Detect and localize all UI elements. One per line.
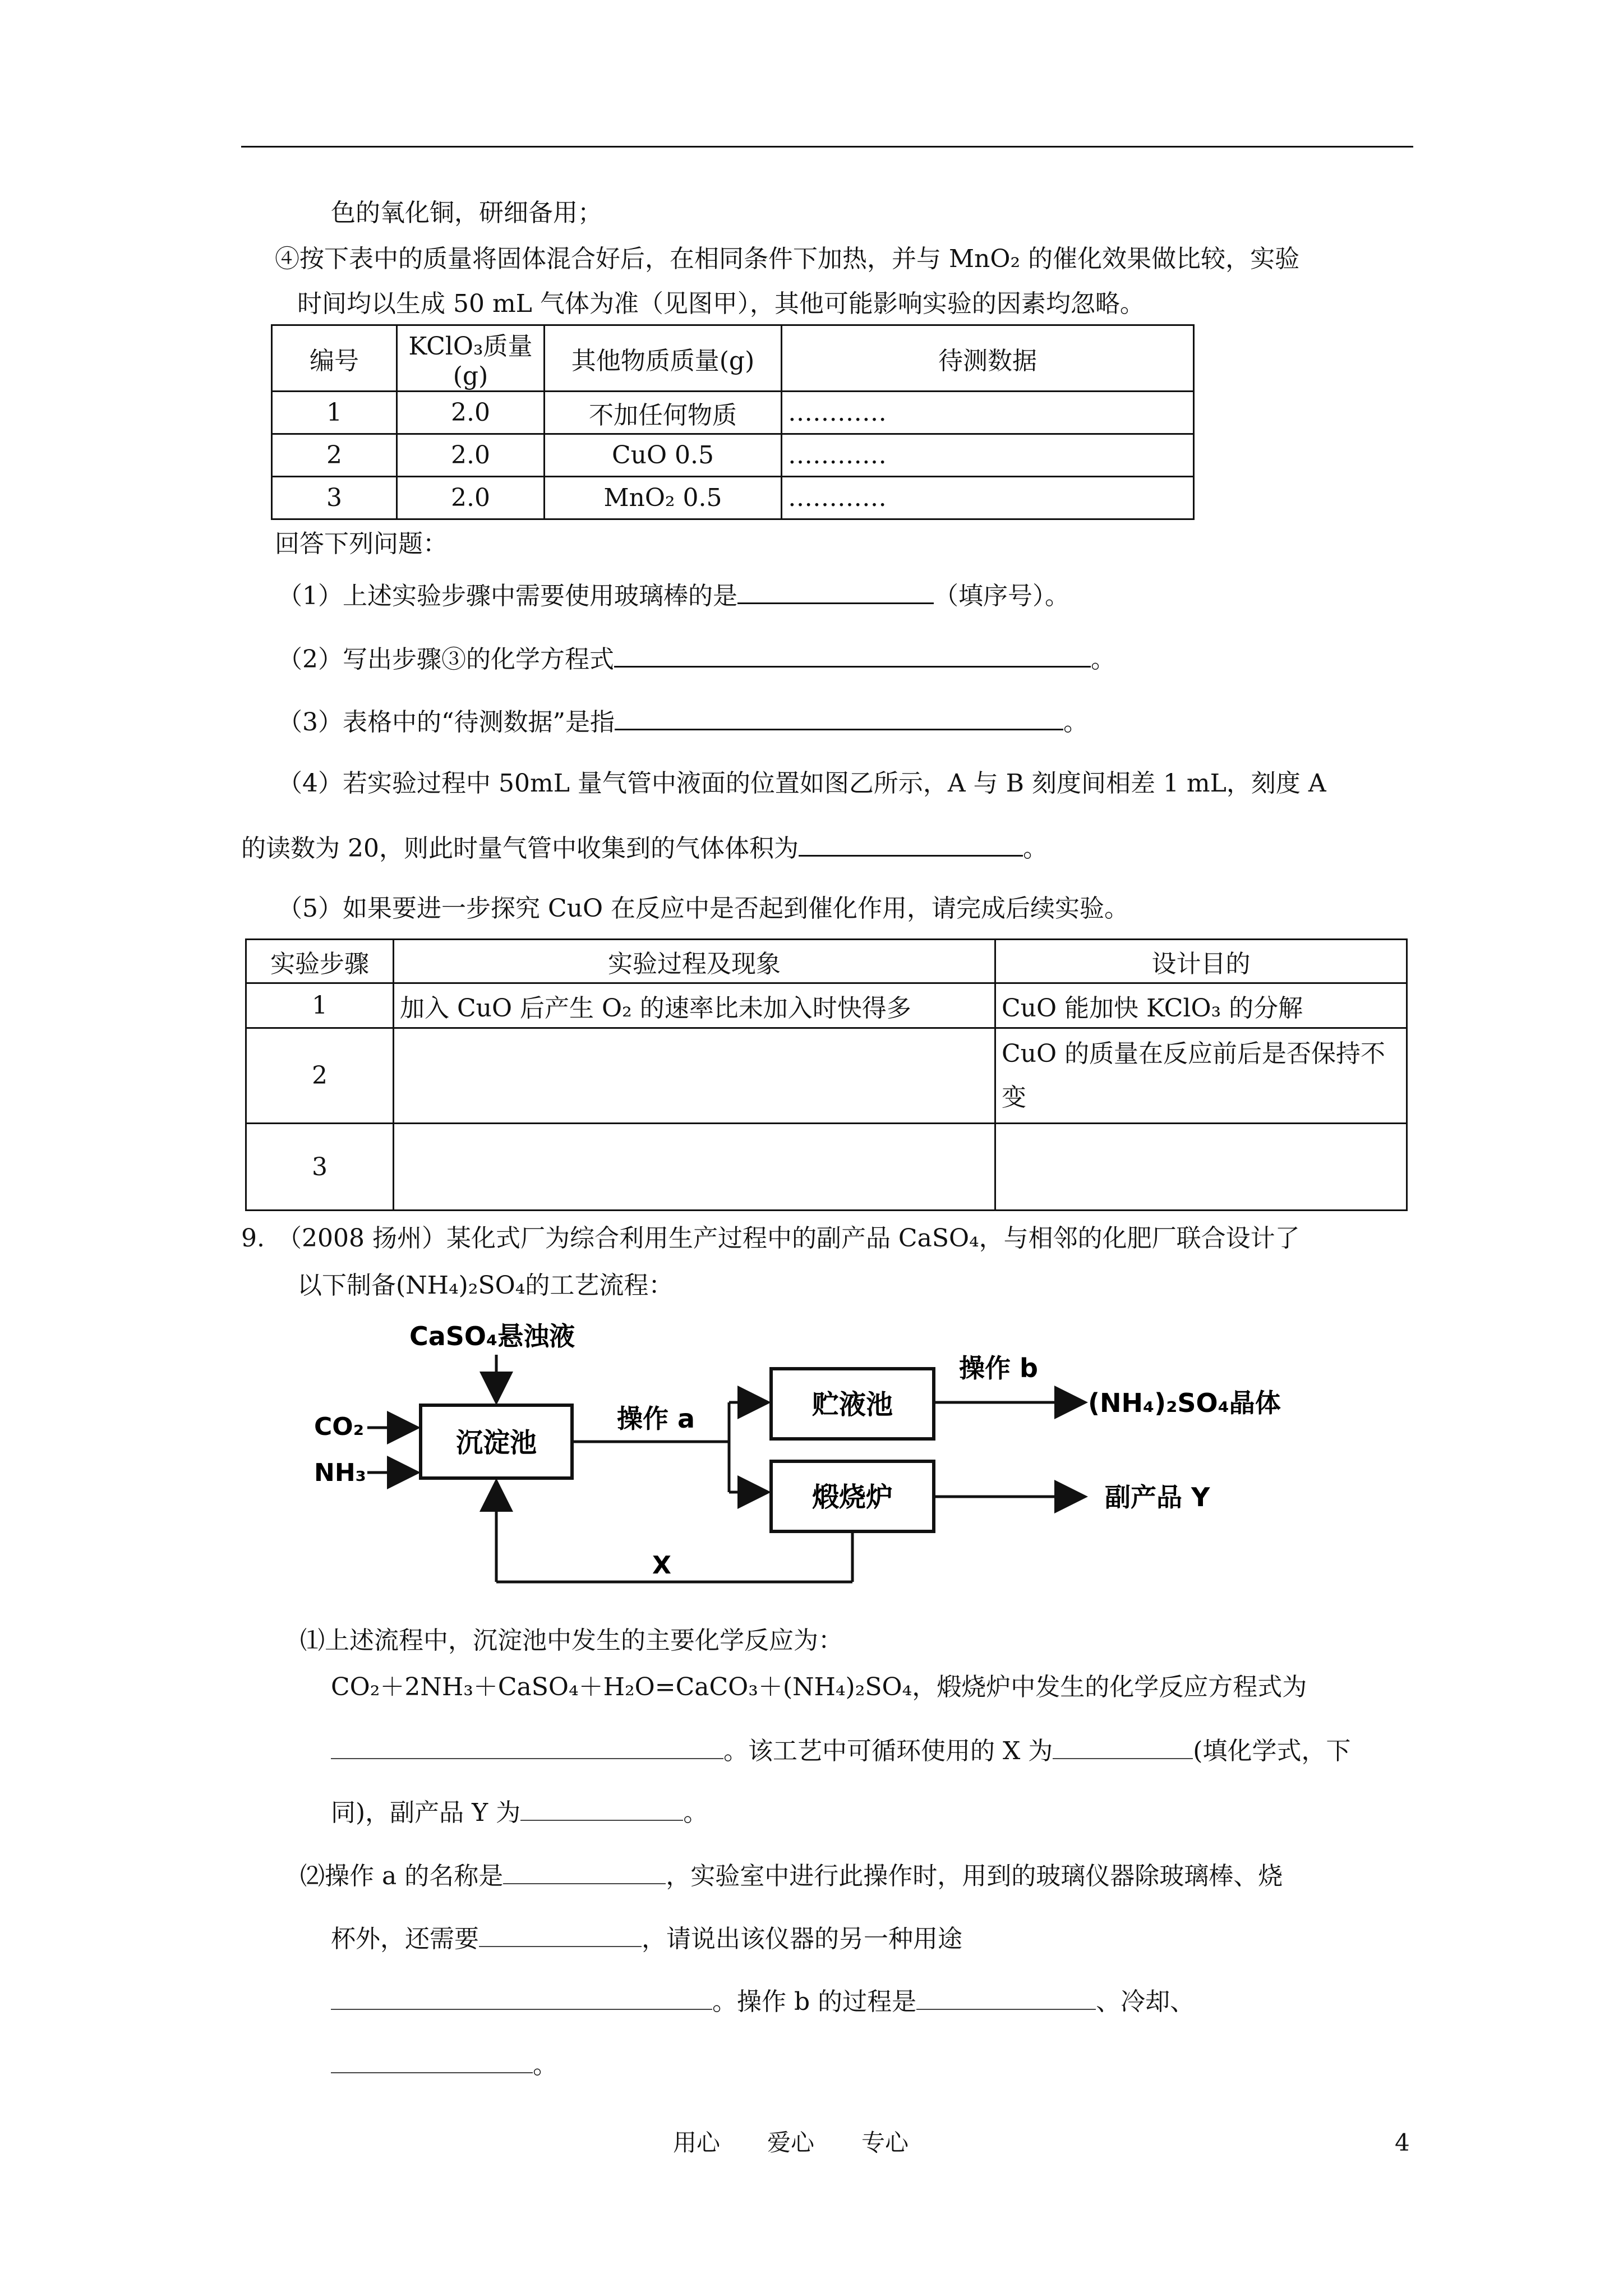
table-cell: 1 xyxy=(272,392,397,434)
question-9-line-1: 9. （2008 扬州）某化式厂为综合利用生产过程中的副产品 CaSO₄，与相邻的化肥厂联合设计了 xyxy=(241,1224,1300,1253)
sub-question-2-text-f: 、冷却、 xyxy=(1096,1987,1195,2016)
process-flow-diagram xyxy=(303,1318,1312,1599)
question-4-line-1: （4）若实验过程中 50mL 量气管中液面的位置如图乙所示，A 与 B 刻度间相差 1 mL，刻度 A xyxy=(278,769,1326,798)
question-3 xyxy=(278,704,1088,739)
table-cell[interactable] xyxy=(995,1124,1407,1211)
table-cell: 2.0 xyxy=(397,477,545,519)
flow-label-recycle: X xyxy=(652,1551,671,1580)
header-cell: 实验步骤 xyxy=(246,940,394,983)
question-1-suffix: （填序号）。 xyxy=(934,582,1069,610)
question-1 xyxy=(278,578,1069,613)
sub-question-1-text-c: 同)，副产品 Y 为 xyxy=(331,1798,521,1827)
question-4-line-2 xyxy=(241,830,1048,866)
question-2-suffix: 。 xyxy=(1091,645,1115,674)
table-cell: CuO 0.5 xyxy=(545,434,782,477)
table-cell: ………… xyxy=(782,477,1194,519)
sub-question-2-text-d: ，请说出该仪器的另一种用途 xyxy=(642,1925,962,1953)
question-3-text: （3）表格中的“待测数据”是指 xyxy=(278,708,615,737)
table-row xyxy=(246,983,1407,1028)
table-header-row xyxy=(272,325,1194,392)
sub-question-2-text-a: ⑵操作 a 的名称是 xyxy=(300,1862,504,1890)
sub-question-1-text-a: 。该工艺中可循环使用的 X 为 xyxy=(723,1737,1053,1765)
answer-blank-op-a[interactable] xyxy=(503,1858,666,1884)
answer-prompt: 回答下列问题： xyxy=(275,530,448,558)
table-row xyxy=(272,392,1194,434)
table-header-row xyxy=(246,940,1407,983)
sub-question-2-line-3 xyxy=(331,1984,1195,2019)
table-cell: ………… xyxy=(782,434,1194,477)
table-cell: 加入 CuO 后产生 O₂ 的速率比未加入时快得多 xyxy=(394,983,995,1028)
table-cell: 2.0 xyxy=(397,392,545,434)
question-2-text: （2）写出步骤③的化学方程式 xyxy=(278,645,614,674)
table-cell[interactable] xyxy=(394,1028,995,1124)
answer-blank-y[interactable] xyxy=(520,1795,683,1821)
sub-question-2-line-1 xyxy=(300,1858,1283,1893)
table-cell: CuO 的质量在反应前后是否保持不变 xyxy=(995,1028,1407,1124)
table-cell: 2.0 xyxy=(397,434,545,477)
answer-blank-other-use[interactable] xyxy=(331,1984,712,2010)
sub-question-2-text-c: 杯外，还需要 xyxy=(331,1925,479,1953)
answer-blank-3[interactable] xyxy=(615,704,1063,730)
flow-label-op-b: 操作 b xyxy=(959,1353,1038,1383)
table-cell: 不加任何物质 xyxy=(545,392,782,434)
header-cell: 设计目的 xyxy=(995,940,1407,983)
table-row xyxy=(246,1124,1407,1211)
answer-blank-furnace-equation[interactable] xyxy=(331,1733,723,1759)
question-9-line-2: 以下制备(NH₄)₂SO₄的工艺流程： xyxy=(297,1271,674,1300)
answer-blank-instrument[interactable] xyxy=(479,1921,642,1947)
sub-question-1-line-1: ⑴上述流程中，沉淀池中发生的主要化学反应为： xyxy=(300,1626,843,1655)
sub-question-2-text-g: 。 xyxy=(533,2051,557,2079)
intro-line-1: 色的氧化铜，研细备用； xyxy=(331,199,602,227)
header-cell: 实验过程及现象 xyxy=(394,940,995,983)
intro-line-3: 时间均以生成 50 mL 气体为准（见图甲），其他可能影响实验的因素均忽略。 xyxy=(297,289,1145,318)
box-furnace-label: 煅烧炉 xyxy=(811,1481,893,1513)
sub-question-1-text-d: 。 xyxy=(683,1798,708,1827)
table-row xyxy=(246,1028,1407,1124)
answer-blank-4[interactable] xyxy=(799,830,1023,857)
sub-question-2-line-2 xyxy=(331,1921,962,1956)
table-cell: 1 xyxy=(246,983,394,1028)
experiment-table xyxy=(245,938,1408,1211)
box-storage-label: 贮液池 xyxy=(811,1389,893,1420)
mass-table xyxy=(271,324,1195,520)
table-row xyxy=(272,477,1194,519)
flow-label-op-a: 操作 a xyxy=(617,1404,695,1434)
box-sediment-label: 沉淀池 xyxy=(455,1427,537,1458)
question-5: （5）如果要进一步探究 CuO 在反应中是否起到催化作用，请完成后续实验。 xyxy=(278,894,1129,923)
answer-blank-x[interactable] xyxy=(1053,1733,1193,1759)
flow-label-product: (NH₄)₂SO₄晶体 xyxy=(1088,1388,1281,1418)
intro-line-2: ④按下表中的质量将固体混合好后，在相同条件下加热，并与 MnO₂ 的催化效果做比较，实验 xyxy=(275,245,1300,273)
footer-motto: 用心 爱心 专心 xyxy=(673,2129,909,2156)
flow-label-co2: CO₂ xyxy=(314,1412,364,1441)
table-row xyxy=(272,434,1194,477)
sub-question-1-line-3 xyxy=(331,1733,1350,1768)
question-4-text: 的读数为 20，则此时量气管中收集到的气体体积为 xyxy=(241,834,799,863)
sub-question-2-line-4 xyxy=(331,2047,557,2082)
answer-blank-op-b-2[interactable] xyxy=(331,2047,533,2073)
question-4-suffix: 。 xyxy=(1022,834,1048,863)
sub-question-2-text-b: ，实验室中进行此操作时，用到的玻璃仪器除玻璃棒、烧 xyxy=(666,1862,1283,1890)
answer-blank-1[interactable] xyxy=(737,578,934,604)
question-2 xyxy=(278,641,1115,677)
answer-blank-2[interactable] xyxy=(614,641,1091,668)
table-cell[interactable] xyxy=(394,1124,995,1211)
table-cell: 2 xyxy=(272,434,397,477)
header-rule xyxy=(241,146,1413,148)
table-cell: 3 xyxy=(246,1124,394,1211)
header-cell: 编号 xyxy=(272,325,397,392)
page-number: 4 xyxy=(1395,2129,1410,2156)
question-3-suffix: 。 xyxy=(1063,708,1088,737)
header-cell: 其他物质质量(g) xyxy=(545,325,782,392)
flow-label-top-input: CaSO₄悬浊液 xyxy=(409,1321,575,1351)
flow-label-byproduct: 副产品 Y xyxy=(1105,1482,1210,1512)
question-1-text: （1）上述实验步骤中需要使用玻璃棒的是 xyxy=(278,582,737,610)
sub-question-1-line-4 xyxy=(331,1795,708,1830)
table-cell: CuO 能加快 KClO₃ 的分解 xyxy=(995,983,1407,1028)
table-cell: MnO₂ 0.5 xyxy=(545,477,782,519)
header-cell: 待测数据 xyxy=(782,325,1194,392)
sub-question-2-text-e: 。操作 b 的过程是 xyxy=(712,1987,917,2016)
sub-question-1-text-b: (填化学式，下 xyxy=(1193,1737,1351,1765)
answer-blank-op-b[interactable] xyxy=(916,1984,1096,2010)
sub-question-1-line-2: CO₂＋2NH₃＋CaSO₄＋H₂O=CaCO₃＋(NH₄)₂SO₄，煅烧炉中发生的化学反应方程式为 xyxy=(331,1673,1307,1701)
header-cell: KClO₃质量(g) xyxy=(397,325,545,392)
table-cell: ………… xyxy=(782,392,1194,434)
flow-label-nh3: NH₃ xyxy=(314,1458,366,1487)
table-cell: 3 xyxy=(272,477,397,519)
table-cell: 2 xyxy=(246,1028,394,1124)
